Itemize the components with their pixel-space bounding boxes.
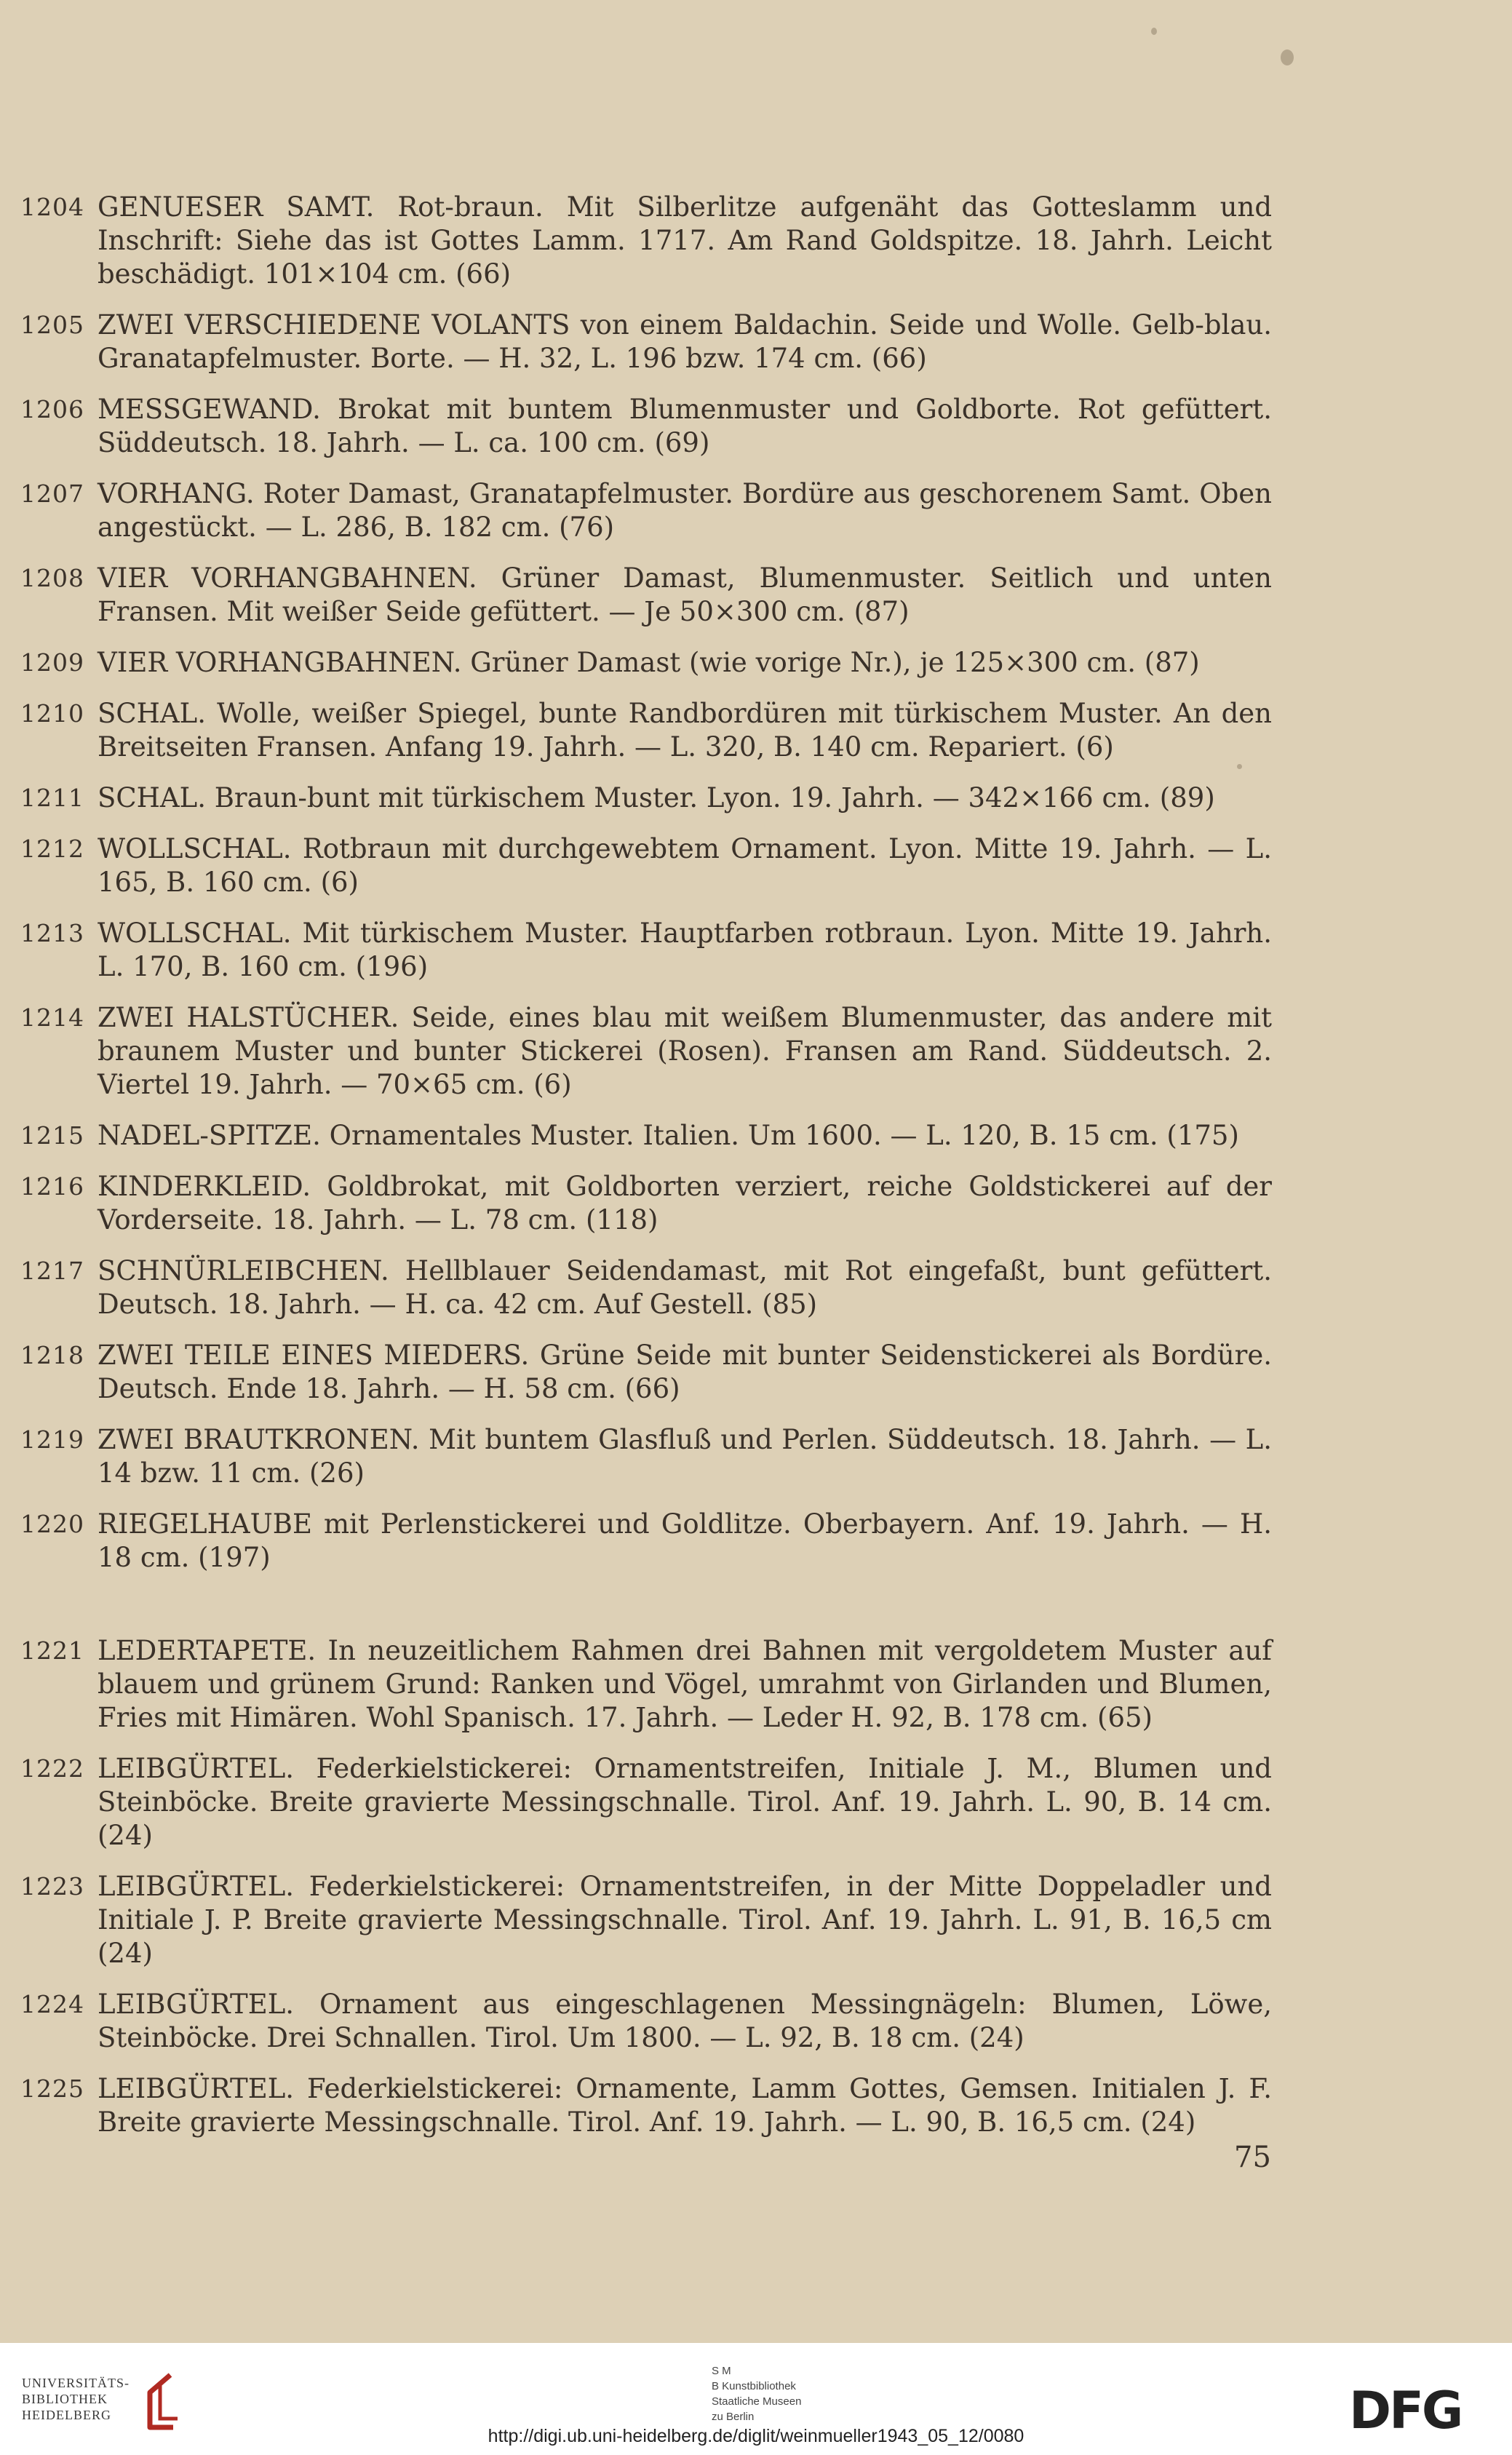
catalogue-entry (20, 697, 1272, 764)
lot-number: 1208 (20, 564, 84, 592)
catalogue-entry (20, 309, 1272, 375)
university-library-name[interactable] (22, 2375, 130, 2423)
lot-description: LEIBGÜRTEL. Ornament aus eingeschlagenen Messingnägeln: Blumen, Löwe, Steinböcke. Drei Schnallen. Tirol. Um 1800. — L. 92, B. 18 cm. (24) (98, 1989, 1272, 2053)
catalogue-entry (20, 1988, 1272, 2055)
library-name-line: HEIDELBERG (22, 2408, 111, 2422)
lot-number: 1213 (20, 919, 84, 947)
paper-stain-icon (1281, 49, 1294, 65)
catalogue-entry (20, 1752, 1272, 1853)
lot-description: ZWEI HALSTÜCHER. Seide, eines blau mit weißem Blumenmuster, das andere mit braunem Muster und bunter Stickerei (Rosen). Fransen am Rand. Süddeutsch. 2. Viertel 19. Jahrh. — 70×65 cm. (6) (98, 1002, 1272, 1100)
lot-description: GENUESER SAMT. Rot-braun. Mit Silberlitze aufgenäht das Gotteslamm und Inschrift: Siehe das ist Gottes Lamm. 1717. Am Rand Goldspitze. 18. Jahrh. Leicht beschädigt. 101×104 cm. (66) (98, 191, 1272, 290)
lot-number: 1212 (20, 835, 84, 863)
lot-number: 1211 (20, 784, 84, 812)
lot-description: VIER VORHANGBAHNEN. Grüner Damast, Blumenmuster. Seitlich und unten Fransen. Mit weißer Seide gefüttert. — Je 50×300 cm. (87) (98, 562, 1272, 627)
catalogue-entry (20, 917, 1272, 984)
lot-description: ZWEI VERSCHIEDENE VOLANTS von einem Baldachin. Seide und Wolle. Gelb-blau. Granatapfelmuster. Borte. — H. 32, L. 196 bzw. 174 cm. (66) (98, 309, 1272, 374)
catalogue-entry (20, 191, 1272, 291)
catalogue-entry (20, 1119, 1272, 1153)
museum-name-line: Staatliche Museen (712, 2395, 802, 2408)
lot-description: LEIBGÜRTEL. Federkielstickerei: Ornamentstreifen, Initiale J. M., Blumen und Steinböcke. Breite gravierte Messingschnalle. Tirol. Anf. 19. Jahrh. L. 90, B. 14 cm. (24) (98, 1753, 1272, 1851)
lot-description: VIER VORHANGBAHNEN. Grüner Damast (wie vorige Nr.), je 125×300 cm. (87) (98, 647, 1200, 678)
catalogue-entry (20, 477, 1272, 544)
catalogue-entry (20, 1870, 1272, 1970)
lot-description: RIEGELHAUBE mit Perlenstickerei und Goldlitze. Oberbayern. Anf. 19. Jahrh. — H. 18 cm. (197) (98, 1508, 1272, 1573)
library-name-line: BIBLIOTHEK (22, 2392, 108, 2406)
lot-number: 1217 (20, 1257, 84, 1285)
catalogue-entry (20, 646, 1272, 680)
lot-description: MESSGEWAND. Brokat mit buntem Blumenmuster und Goldborte. Rot gefüttert. Süddeutsch. 18. Jahrh. — L. ca. 100 cm. (69) (98, 394, 1272, 458)
lot-description: ZWEI TEILE EINES MIEDERS. Grüne Seide mit bunter Seidenstickerei als Bordüre. Deutsch. Ende 18. Jahrh. — H. 58 cm. (66) (98, 1340, 1272, 1404)
catalogue-list (20, 191, 1272, 2157)
lot-description: SCHAL. Braun-bunt mit türkischem Muster. Lyon. 19. Jahrh. — 342×166 cm. (89) (98, 782, 1215, 813)
lot-number: 1222 (20, 1754, 84, 1783)
catalogue-entry (20, 1001, 1272, 1102)
library-name-line: UNIVERSITÄTS- (22, 2376, 130, 2390)
catalogue-entry (20, 1170, 1272, 1237)
lot-description: SCHNÜRLEIBCHEN. Hellblauer Seidendamast, mit Rot eingefaßt, bunt gefüttert. Deutsch. 18. Jahrh. — H. ca. 42 cm. Auf Gestell. (85) (98, 1255, 1272, 1320)
digitization-footer (0, 2343, 1512, 2455)
lot-description: SCHAL. Wolle, weißer Spiegel, bunte Randbordüren mit türkischem Muster. An den Breitseiten Fransen. Anfang 19. Jahrh. — L. 320, B. 140 cm. Repariert. (6) (98, 698, 1272, 763)
lot-number: 1225 (20, 2074, 84, 2103)
lot-number: 1224 (20, 1990, 84, 2018)
lot-description: ZWEI BRAUTKRONEN. Mit buntem Glasfluß und Perlen. Süddeutsch. 18. Jahrh. — L. 14 bzw. 11 cm. (26) (98, 1424, 1272, 1489)
museum-library-name[interactable] (712, 2363, 801, 2424)
catalogue-entry (20, 1634, 1272, 1735)
lot-number: 1214 (20, 1003, 84, 1032)
catalogue-entry (20, 1339, 1272, 1406)
permalink-url[interactable]: http://digi.ub.uni-heidelberg.de/diglit/weinmueller1943_05_12/0080 (488, 2426, 1024, 2446)
lot-description: NADEL-SPITZE. Ornamentales Muster. Italien. Um 1600. — L. 120, B. 15 cm. (175) (98, 1120, 1239, 1151)
lot-number: 1210 (20, 699, 84, 728)
lot-description: WOLLSCHAL. Mit türkischem Muster. Hauptfarben rotbraun. Lyon. Mitte 19. Jahrh. L. 170, B. 160 cm. (196) (98, 918, 1272, 982)
catalogue-entry (20, 781, 1272, 815)
lot-number: 1216 (20, 1172, 84, 1201)
library-logo-icon[interactable] (135, 2371, 185, 2432)
lot-number: 1223 (20, 1872, 84, 1901)
lot-number: 1219 (20, 1425, 84, 1454)
paper-stain-icon (1151, 28, 1157, 35)
lot-number: 1218 (20, 1341, 84, 1369)
lot-number: 1205 (20, 311, 84, 339)
lot-number: 1207 (20, 480, 84, 508)
catalogue-entry (20, 2072, 1272, 2139)
lot-number: 1209 (20, 648, 84, 677)
lot-number: 1204 (20, 193, 84, 221)
lot-number: 1220 (20, 1510, 84, 1538)
page-number: 75 (1234, 2141, 1271, 2174)
lot-number: 1221 (20, 1636, 84, 1665)
lot-description: KINDERKLEID. Goldbrokat, mit Goldborten verziert, reiche Goldstickerei auf der Vorderseite. 18. Jahrh. — L. 78 cm. (118) (98, 1171, 1272, 1236)
catalogue-entry (20, 1508, 1272, 1575)
lot-description: LEIBGÜRTEL. Federkielstickerei: Ornamentstreifen, in der Mitte Doppeladler und Initiale J. P. Breite gravierte Messingschnalle. Tirol. Anf. 19. Jahrh. L. 91, B. 16,5 cm (24) (98, 1871, 1272, 1969)
lot-description: WOLLSCHAL. Rotbraun mit durchgewebtem Ornament. Lyon. Mitte 19. Jahrh. — L. 165, B. 160 cm. (6) (98, 833, 1272, 898)
museum-name-line: S M (712, 2365, 731, 2377)
lot-description: LEIBGÜRTEL. Federkielstickerei: Ornamente, Lamm Gottes, Gemsen. Initialen J. F. Breite gravierte Messingschnalle. Tirol. Anf. 19. Jahrh. — L. 90, B. 16,5 cm. (24) (98, 2073, 1272, 2138)
dfg-logo[interactable]: DFG (1349, 2381, 1462, 2440)
lot-description: VORHANG. Roter Damast, Granatapfelmuster. Bordüre aus geschorenem Samt. Oben angestückt. — L. 286, B. 182 cm. (76) (98, 478, 1272, 543)
catalogue-entry (20, 832, 1272, 899)
lot-number: 1206 (20, 395, 84, 423)
catalogue-entry (20, 1254, 1272, 1321)
museum-name-line: zu Berlin (712, 2411, 755, 2423)
museum-name-line: B Kunstbibliothek (712, 2380, 796, 2392)
lot-number: 1215 (20, 1121, 84, 1150)
section-gap (20, 1592, 1272, 1634)
catalogue-entry (20, 1423, 1272, 1490)
catalogue-entry (20, 393, 1272, 460)
lot-description: LEDERTAPETE. In neuzeitlichem Rahmen drei Bahnen mit vergoldetem Muster auf blauem und grünem Grund: Ranken und Vögel, umrahmt von Girlanden und Blumen, Fries mit Himären. Wohl Spanisch. 17. Jahrh. — Leder H. 92, B. 178 cm. (65) (98, 1635, 1272, 1733)
catalogue-entry (20, 562, 1272, 629)
